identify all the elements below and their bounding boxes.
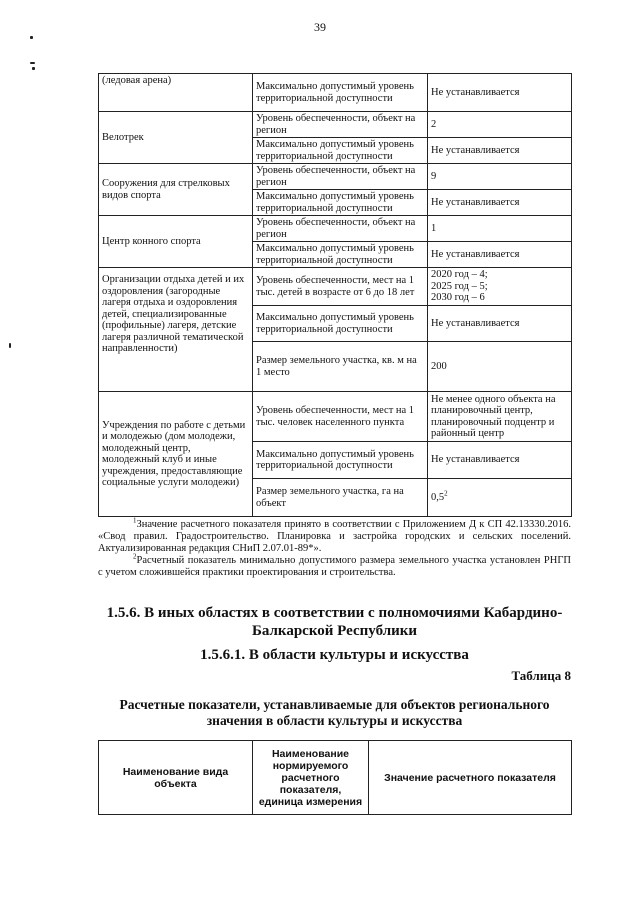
value-cell: 2020 год – 4; 2025 год – 5; 2030 год – 6 (428, 268, 572, 306)
value-cell: Не устанавливается (428, 138, 572, 164)
table-culture-header (98, 740, 572, 815)
facility-cell: Учреждения по работе с детьми и молодежью (дом молодежи, молодежный центр, молодежный клуб и иные учреждения, предоставляющие социальные услуги молодежи) (99, 392, 253, 517)
indicator-cell: Уровень обеспеченности, мест на 1 тыс. человек населенного пункта (253, 392, 428, 442)
table-caption: Расчетные показатели, устанавливаемые для объектов регионального значения в области культуры и искусства (119, 697, 550, 728)
margin-mark (30, 36, 33, 39)
value-cell: 1 (428, 216, 572, 242)
margin-mark (9, 343, 11, 348)
footnote-mark: 1 (133, 516, 137, 525)
footnote-text: Расчетный показатель минимально допустимого размера земельного участка установлен РНГП с учетом сложившейся практики проектирования и строительства. (98, 555, 571, 578)
indicator-cell: Максимально допустимый уровень территориальной доступности (253, 442, 428, 479)
indicator-cell: Максимально допустимый уровень территориальной доступности (253, 306, 428, 342)
indicator-cell: Максимально допустимый уровень территориальной доступности (253, 242, 428, 268)
subsection-heading: 1.5.6.1. В области культуры и искусства (200, 647, 469, 663)
indicator-cell: Максимально допустимый уровень территориальной доступности (253, 74, 428, 112)
facility-cell: Сооружения для стрелковых видов спорта (99, 164, 253, 216)
footnote-text: Значение расчетного показателя принято в соответствии с Приложением Д к СП 42.13330.2016. «Свод правил. Градостроительство. Планировка и застройка городских и сельских поселений. Актуализированная редакция СНиП 2.07.01-89*». (98, 519, 571, 554)
page-number: 39 (314, 20, 326, 34)
table-label: Таблица 8 (511, 668, 571, 683)
table-header-cell: Наименование нормируемого расчетного показателя, единица измерения (253, 741, 369, 815)
value-cell: Не менее одного объекта на планировочный центр, планировочный подцентр и районный центр (428, 392, 572, 442)
table-sports-facilities (98, 73, 572, 517)
indicator-cell: Максимально допустимый уровень территориальной доступности (253, 138, 428, 164)
facility-cell: (ледовая арена) (99, 74, 253, 112)
table-header-cell: Значение расчетного показателя (369, 741, 572, 815)
footnotes (98, 516, 571, 579)
facility-cell: Организации отдыха детей и их оздоровления (загородные лагеря отдыха и оздоровления детей, специализированные (профильные) лагеря, детские лагеря различной тематической направленности) (99, 268, 253, 392)
section-heading: 1.5.6. В иных областях в соответствии с полномочиями Кабардино-Балкарской Республики (106, 605, 563, 639)
value-cell: 9 (428, 164, 572, 190)
value-cell: Не устанавливается (428, 306, 572, 342)
value-cell: Не устанавливается (428, 242, 572, 268)
indicator-cell: Максимально допустимый уровень территориальной доступности (253, 190, 428, 216)
indicator-cell: Уровень обеспеченности, объект на регион (253, 164, 428, 190)
footnote-1 (98, 516, 571, 555)
value-cell: Не устанавливается (428, 74, 572, 112)
indicator-cell: Размер земельного участка, га на объект (253, 479, 428, 517)
indicator-cell: Размер земельного участка, кв. м на 1 место (253, 342, 428, 392)
footnote-mark: 2 (133, 552, 137, 561)
value-cell: 200 (428, 342, 572, 392)
indicator-cell: Уровень обеспеченности, объект на регион (253, 112, 428, 138)
indicator-cell: Уровень обеспеченности, объект на регион (253, 216, 428, 242)
facility-cell: Центр конного спорта (99, 216, 253, 268)
value-cell: 2 (428, 112, 572, 138)
indicator-cell: Уровень обеспеченности, мест на 1 тыс. детей в возрасте от 6 до 18 лет (253, 268, 428, 306)
value-cell: Не устанавливается (428, 190, 572, 216)
margin-mark (32, 67, 35, 70)
footnote-2 (98, 552, 571, 579)
value-cell (428, 479, 572, 517)
margin-mark (30, 62, 35, 64)
table-header-cell: Наименование вида объекта (99, 741, 253, 815)
footnote-ref: 2 (444, 489, 448, 498)
value-text: 0,5 (431, 491, 445, 503)
value-cell: Не устанавливается (428, 442, 572, 479)
facility-cell: Велотрек (99, 112, 253, 164)
